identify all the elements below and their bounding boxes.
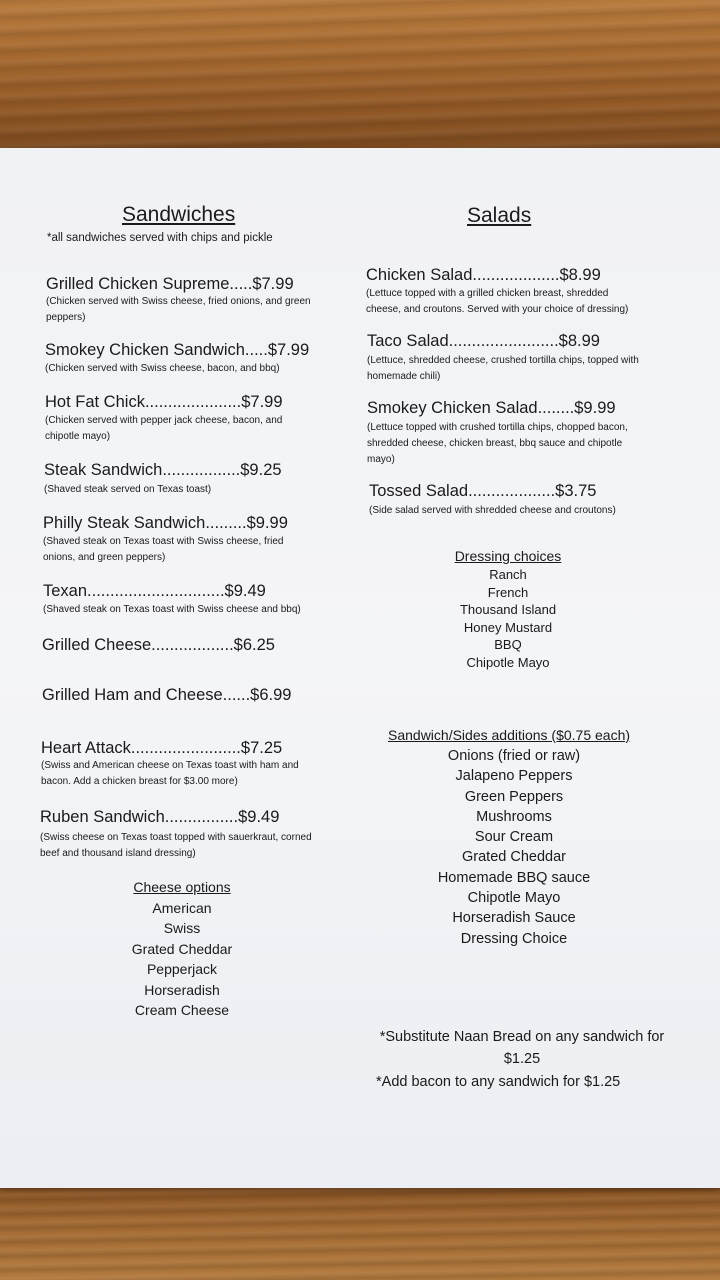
- menu-item-name: Heart Attack........................$7.25: [41, 739, 283, 757]
- cheese-options-list: [92, 898, 272, 1020]
- wood-table-top: [0, 0, 720, 152]
- menu-item-desc: (Shaved steak on Texas toast with Swiss cheese, fried onions, and green peppers): [43, 536, 284, 563]
- sandwiches-heading: Sandwiches: [122, 203, 236, 226]
- menu-item-desc: (Swiss cheese on Texas toast topped with sauerkraut, corned beef and thousand island dressing): [40, 832, 312, 859]
- menu-item-desc: (Shaved steak served on Texas toast): [44, 484, 212, 495]
- dressing-option: Ranch: [489, 567, 527, 582]
- menu-item-desc: (Lettuce topped with a grilled chicken breast, shredded cheese, and croutons. Served with your choice of dressing): [366, 288, 629, 315]
- addition-option: Mushrooms: [476, 808, 552, 825]
- addition-option: Homemade BBQ sauce: [437, 869, 591, 886]
- cheese-options-heading: Cheese options: [133, 879, 231, 895]
- salads-heading: Salads: [467, 204, 532, 227]
- menu-item-desc: (Chicken served with Swiss cheese, fried onions, and green peppers): [46, 296, 311, 323]
- addition-option: Jalapeno Peppers: [455, 768, 573, 785]
- cheese-option: Horseradish: [144, 981, 220, 998]
- menu-item-name: Grilled Ham and Cheese......$6.99: [42, 686, 292, 704]
- addition-option: Green Peppers: [464, 788, 564, 805]
- addition-option: Onions (fried or raw): [447, 748, 581, 764]
- menu-item-name: Chicken Salad...................$8.99: [366, 266, 601, 284]
- addition-option: Dressing Choice: [460, 930, 568, 947]
- menu-item-desc: (Side salad served with shredded cheese and croutons): [369, 505, 616, 516]
- menu-item-name: Ruben Sandwich................$9.49: [40, 808, 280, 826]
- dressing-list: [418, 566, 598, 672]
- addition-option: Horseradish Sauce: [452, 910, 576, 927]
- menu-item-name: Philly Steak Sandwich.........$9.99: [43, 514, 288, 532]
- menu-item-name: Grilled Cheese..................$6.25: [42, 636, 275, 654]
- dressing-option: BBQ: [494, 637, 522, 653]
- menu-item-name: Grilled Chicken Supreme.....$7.99: [46, 275, 294, 293]
- menu-item-desc: (Chicken served with Swiss cheese, bacon, and bbq): [45, 363, 280, 374]
- menu-item-name: Tossed Salad...................$3.75: [369, 482, 597, 500]
- cheese-option: Cream Cheese: [134, 1002, 230, 1019]
- cheese-option: Swiss: [163, 920, 201, 937]
- wood-table-bottom: [0, 1186, 720, 1280]
- menu-item-name: Steak Sandwich.................$9.25: [44, 461, 282, 479]
- menu-item-name: Smokey Chicken Salad........$9.99: [367, 399, 616, 417]
- menu-item-desc: (Swiss and American cheese on Texas toast with ham and bacon. Add a chicken breast for $3.00 more): [41, 760, 299, 787]
- addition-option: Sour Cream: [474, 829, 554, 846]
- cheese-option: American: [152, 900, 212, 916]
- addition-option: Grated Cheddar: [462, 849, 566, 866]
- menu-item-name: Taco Salad........................$8.99: [367, 332, 600, 350]
- dressing-option: Thousand Island: [459, 602, 557, 618]
- dressing-option: Honey Mustard: [463, 619, 553, 635]
- dressing-option: Chipotle Mayo: [466, 654, 550, 670]
- naan-note: *Substitute Naan Bread on any sandwich for $1.25: [379, 1029, 665, 1067]
- addition-option: Chipotle Mayo: [467, 890, 561, 907]
- bacon-note: *Add bacon to any sandwich for $1.25: [376, 1074, 621, 1090]
- menu-item-name: Hot Fat Chick.....................$7.99: [45, 393, 283, 411]
- menu-item-desc: (Chicken served with pepper jack cheese, bacon, and chipotle mayo): [45, 415, 283, 442]
- additions-heading: Sandwich/Sides additions ($0.75 each): [388, 727, 631, 743]
- menu-item-desc: (Lettuce topped with crushed tortilla chips, chopped bacon, shredded cheese, chicken breast, bbq sauce and chipotle mayo): [367, 422, 628, 465]
- cheese-option: Pepperjack: [146, 961, 218, 978]
- menu-item-desc: (Shaved steak on Texas toast with Swiss cheese and bbq): [43, 604, 301, 615]
- dressing-option: French: [487, 584, 529, 600]
- menu-item-name: Texan..............................$9.49: [43, 582, 266, 600]
- dressing-heading: Dressing choices: [454, 548, 562, 564]
- additions-list: [414, 746, 614, 949]
- cheese-option: Grated Cheddar: [131, 940, 233, 957]
- sandwiches-note: *all sandwiches served with chips and pickle: [47, 232, 273, 244]
- menu-item-desc: (Lettuce, shredded cheese, crushed tortilla chips, topped with homemade chili): [367, 355, 639, 382]
- menu-item-name: Smokey Chicken Sandwich.....$7.99: [45, 341, 310, 359]
